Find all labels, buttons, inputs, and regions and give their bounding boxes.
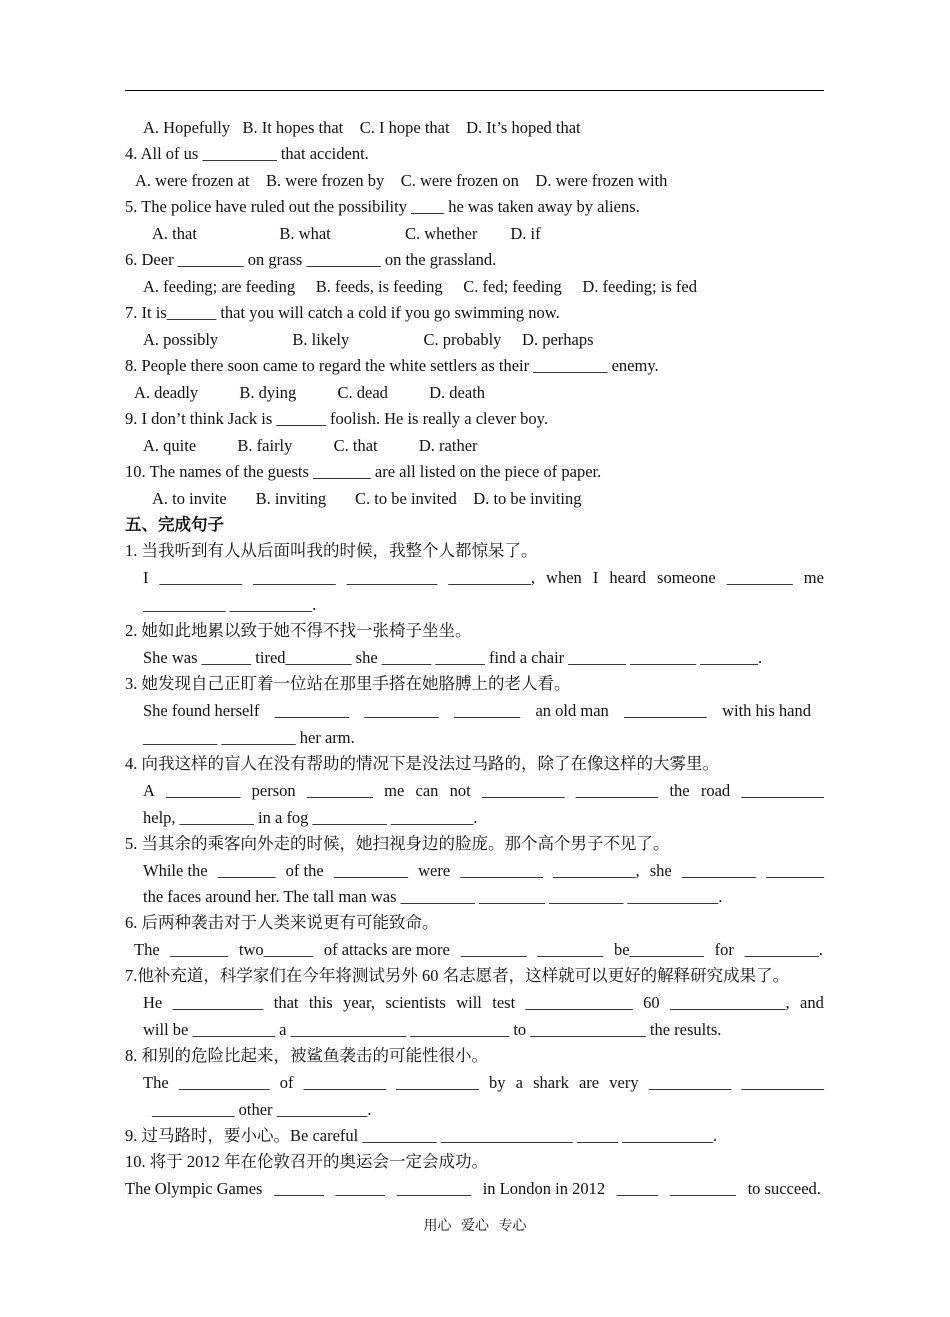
blank: __________ xyxy=(741,781,824,800)
word: and xyxy=(800,993,824,1012)
word: scientists xyxy=(385,993,446,1012)
s7-line2: will be __________ a ______________ ____________ to ______________ the results. xyxy=(143,1020,722,1039)
word: a xyxy=(515,1073,523,1092)
word: me xyxy=(384,781,405,800)
s5-chinese: 5. 当其余的乘客向外走的时候，她扫视身边的脸庞。那个高个男子不见了。 xyxy=(125,834,670,853)
blank: __________ xyxy=(396,1073,479,1092)
q7-question: 7. It is______ that you will catch a cold if you go swimming now. xyxy=(125,303,560,322)
word: of attacks are more xyxy=(323,940,450,959)
blank: _______ xyxy=(170,940,229,959)
blank: __________ xyxy=(253,568,336,587)
word: with his hand xyxy=(722,701,811,720)
blank: __________ xyxy=(303,1073,387,1092)
q5-question: 5. The police have ruled out the possibility ____ he was taken away by aliens. xyxy=(125,197,640,216)
word: While the xyxy=(143,861,208,880)
word: someone xyxy=(657,568,716,587)
word: test xyxy=(492,993,516,1012)
word: heard xyxy=(609,568,646,587)
blank: __________ xyxy=(741,1073,824,1092)
word: that xyxy=(273,993,299,1012)
word: I xyxy=(143,568,149,587)
word: The Olympic Games xyxy=(125,1179,263,1198)
s2-chinese: 2. 她如此地累以致于她不得不找一张椅子坐坐。 xyxy=(125,621,472,640)
s2-line1: She was ______ tired________ she ______ ______ find a chair _______ ________ _______. xyxy=(143,648,763,667)
s7-line1 xyxy=(143,992,824,1014)
word: year, xyxy=(343,993,375,1012)
s4-line1 xyxy=(143,780,824,802)
word: two______ xyxy=(238,940,314,959)
word: road xyxy=(700,781,731,800)
blank: _________ xyxy=(681,861,757,880)
blank: ________ xyxy=(726,568,793,587)
q6-question: 6. Deer ________ on grass _________ on the grassland. xyxy=(125,250,497,269)
blank: __________ xyxy=(481,781,565,800)
blank: ______ xyxy=(335,1179,385,1198)
word: for xyxy=(714,940,734,959)
blank: _____ xyxy=(616,1179,659,1198)
s6-line1 xyxy=(134,939,823,961)
word: be_________ xyxy=(614,940,704,959)
section-title: 五、完成句子 xyxy=(125,515,224,534)
word: the xyxy=(669,781,690,800)
blank: ________ xyxy=(669,1179,736,1198)
blank: _________ xyxy=(333,861,409,880)
blank: ________ xyxy=(460,940,527,959)
blank: _________ xyxy=(364,701,439,720)
q8-question: 8. People there soon came to regard the white settlers as their _________ enemy. xyxy=(125,356,659,375)
blank: _________. xyxy=(744,940,823,959)
blank: ________ xyxy=(454,701,521,720)
s3-line2: _________ _________ her arm. xyxy=(143,728,355,747)
s4-chinese: 4. 向我这样的盲人在没有帮助的情况下是没法过马路的，除了在像这样的大雾里。 xyxy=(125,754,719,773)
blank: _____________ xyxy=(525,993,633,1012)
q10-question: 10. The names of the guests _______ are all listed on the piece of paper. xyxy=(125,462,602,481)
q3-options: A. Hopefully B. It hopes that C. I hope that D. It’s hoped that xyxy=(143,118,581,137)
s5-line2: the faces around her. The tall man was _________ ________ _________ ___________. xyxy=(143,887,723,906)
word: an old man xyxy=(535,701,609,720)
s6-chinese: 6. 后两种袭击对于人类来说更有可能致命。 xyxy=(125,913,439,932)
word: She found herself xyxy=(143,701,260,720)
word: shark xyxy=(533,1073,569,1092)
blank: ___________ xyxy=(346,568,438,587)
q10-options: A. to invite B. inviting C. to be invited D. to be inviting xyxy=(152,489,582,508)
word: to succeed. xyxy=(747,1179,821,1198)
s1-line2: __________ __________. xyxy=(143,595,317,614)
header-rule xyxy=(125,90,824,91)
blank: __________ xyxy=(648,1073,732,1092)
s8-line1 xyxy=(143,1072,824,1094)
word: can xyxy=(415,781,439,800)
word: will xyxy=(456,993,482,1012)
word: very xyxy=(609,1073,639,1092)
q4-options: A. were frozen at B. were frozen by C. were frozen on D. were frozen with xyxy=(135,171,668,190)
blank: ________ xyxy=(537,940,604,959)
s4-line2: help, _________ in a fog _________ __________. xyxy=(143,808,478,827)
q9-question: 9. I don’t think Jack is ______ foolish. He is really a clever boy. xyxy=(125,409,548,428)
s1-line1 xyxy=(143,567,824,589)
s10-chinese: 10. 将于 2012 年在伦敦召开的奥运会一定会成功。 xyxy=(125,1152,488,1171)
s8-line2: __________ other ___________. xyxy=(152,1100,372,1119)
blank: __________ xyxy=(575,781,659,800)
word: of xyxy=(279,1073,294,1092)
q5-options: A. that B. what C. whether D. if xyxy=(152,224,541,243)
q8-options: A. deadly B. dying C. dead D. death xyxy=(134,383,486,402)
blank: __________ xyxy=(624,701,707,720)
s3-chinese: 3. 她发现自己正盯着一位站在那里手搭在她胳膊上的老人看。 xyxy=(125,674,571,693)
word: The xyxy=(134,940,160,959)
word: He xyxy=(143,993,163,1012)
s1-chinese: 1. 当我听到有人从后面叫我的时候，我整个人都惊呆了。 xyxy=(125,541,538,560)
blank: _________ xyxy=(274,701,350,720)
blank: ___________ xyxy=(172,993,264,1012)
word: of the xyxy=(285,861,324,880)
blank: ______ xyxy=(274,1179,324,1198)
blank: __________, xyxy=(448,568,535,587)
word: are xyxy=(578,1073,600,1092)
word: I xyxy=(592,568,599,587)
page-footer: 用心 爱心 专心 xyxy=(423,1219,527,1234)
s8-chinese: 8. 和别的危险比起来，被鲨鱼袭击的可能性很小。 xyxy=(125,1046,488,1065)
word: she xyxy=(649,861,672,880)
blank: _______ xyxy=(766,861,824,880)
blank: ________ xyxy=(306,781,373,800)
q7-options: A. possibly B. likely C. probably D. perhaps xyxy=(143,330,594,349)
s5-line1 xyxy=(143,860,824,882)
word: person xyxy=(251,781,296,800)
s3-line1 xyxy=(143,700,811,722)
blank: _________ xyxy=(396,1179,471,1198)
q4-question: 4. All of us _________ that accident. xyxy=(125,144,369,163)
word: me xyxy=(803,568,824,587)
word: not xyxy=(449,781,471,800)
word: A xyxy=(143,781,155,800)
s10-line1 xyxy=(125,1178,821,1200)
blank: __________ xyxy=(159,568,243,587)
blank: ___________ xyxy=(178,1073,270,1092)
word: were xyxy=(418,861,451,880)
q9-options: A. quite B. fairly C. that D. rather xyxy=(143,436,478,455)
word: in London in 2012 xyxy=(482,1179,606,1198)
word: this xyxy=(308,993,333,1012)
s7-chinese: 7.他补充道，科学家们在今年将测试另外 60 名志愿者，这样就可以更好的解释研究成果了。 xyxy=(125,966,790,985)
word: by xyxy=(488,1073,506,1092)
word: The xyxy=(143,1073,169,1092)
q6-options: A. feeding; are feeding B. feeds, is feeding C. fed; feeding D. feeding; is fed xyxy=(143,277,697,296)
word: 60 xyxy=(643,993,660,1012)
s9-line: 9. 过马路时，要小心。Be careful _________ ________________ _____ ___________. xyxy=(125,1126,718,1145)
blank: _________ xyxy=(166,781,241,800)
blank: __________ xyxy=(460,861,543,880)
blank: _______ xyxy=(217,861,276,880)
blank: ______________, xyxy=(670,993,790,1012)
blank: __________, xyxy=(552,861,640,880)
word: when xyxy=(546,568,582,587)
